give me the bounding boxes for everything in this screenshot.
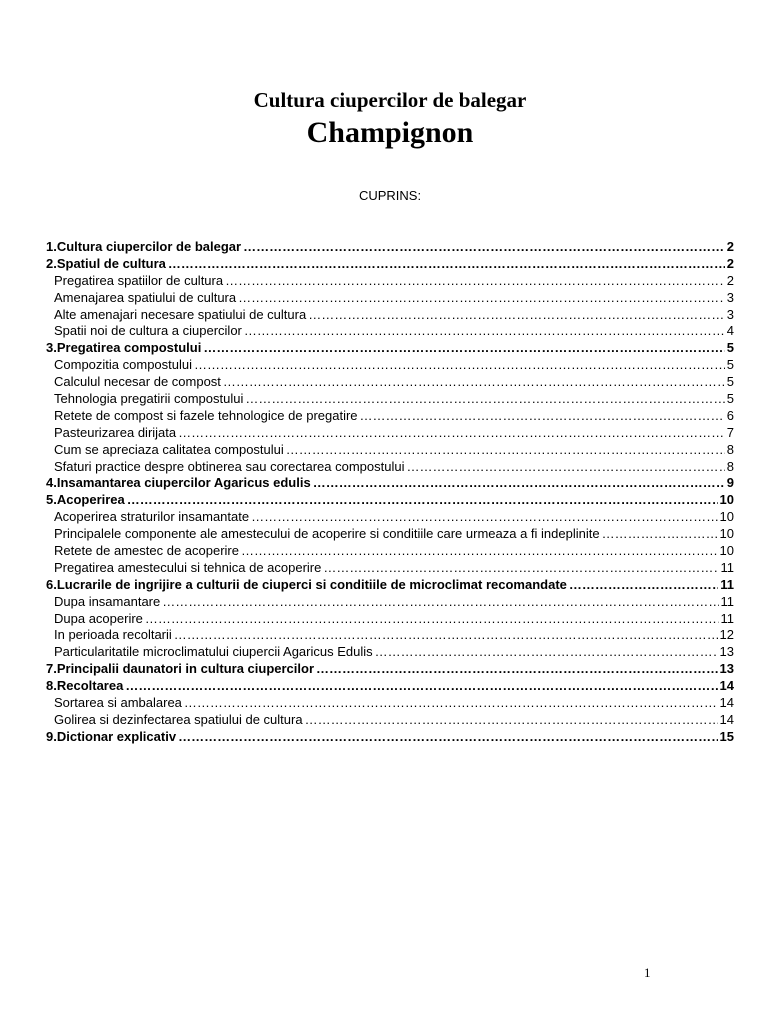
toc-entry-page: 3 (726, 289, 734, 305)
toc-leader-dots (244, 323, 725, 340)
toc-entry-title: 6.Lucrarile de ingrijire a culturii de ciuperci si conditiile de microclimat recomandate (46, 576, 567, 592)
toc-leader-dots (145, 611, 719, 628)
toc-entry-page: 5 (726, 357, 734, 373)
toc-entry-page: 8 (726, 441, 734, 457)
toc-entry-title: 1.Cultura ciupercilor de balegar (46, 239, 242, 254)
toc-leader-dots (223, 374, 725, 391)
toc-entry-page: 5 (726, 391, 734, 407)
toc-entry (46, 239, 734, 256)
toc-entry (46, 425, 734, 442)
toc-leader-dots (308, 307, 725, 324)
toc-entry-title: Tehnologia pregatirii compostului (54, 391, 244, 407)
toc-entry (46, 594, 734, 611)
toc-entry-title: Dupa acoperire (54, 610, 143, 626)
toc-entry-title: 5.Acoperirea (46, 492, 125, 508)
toc-leader-dots (225, 273, 725, 290)
toc-entry (46, 577, 734, 594)
toc-leader-dots (602, 526, 718, 543)
toc-entry (46, 695, 734, 712)
toc-leader-dots (406, 459, 724, 476)
toc-entry-title: Sfaturi practice despre obtinerea sau corectarea compostului (54, 458, 405, 474)
toc-entry (46, 391, 734, 408)
toc-leader-dots (286, 442, 725, 459)
toc-entry-page: 10 (719, 543, 734, 559)
toc-entry (46, 661, 734, 678)
toc-entry (46, 273, 734, 290)
toc-entry-title: Amenajarea spatiului de cultura (54, 289, 237, 305)
toc-entry-page: 11 (720, 559, 734, 575)
toc-entry (46, 256, 734, 273)
table-of-contents (46, 239, 734, 746)
toc-entry (46, 543, 734, 560)
page-number: 1 (644, 965, 651, 980)
toc-entry (46, 712, 734, 729)
toc-entry-page: 6 (726, 407, 734, 423)
document-title: Cultura ciupercilor de balegar (253, 88, 527, 112)
toc-leader-dots (251, 509, 717, 526)
toc-entry-page: 8 (726, 458, 734, 474)
toc-entry-page: 14 (719, 711, 734, 727)
toc-entry-page: 2 (726, 255, 734, 271)
toc-leader-dots (238, 290, 725, 307)
toc-heading: CUPRINS: (358, 188, 422, 203)
toc-entry (46, 307, 734, 324)
toc-entry (46, 459, 734, 476)
toc-leader-dots (127, 492, 718, 509)
toc-entry-page: 4 (726, 323, 734, 339)
toc-entry-title: Compozitia compostului (54, 357, 193, 373)
toc-entry (46, 442, 734, 459)
toc-entry-title: 9.Dictionar explicativ (46, 728, 177, 744)
toc-entry-page: 11 (720, 610, 734, 626)
toc-entry (46, 323, 734, 340)
toc-leader-dots (360, 408, 725, 425)
toc-leader-dots (316, 661, 718, 678)
toc-entry-page: 13 (719, 661, 734, 677)
toc-entry (46, 729, 734, 746)
toc-entry-page: 5 (726, 374, 734, 390)
toc-entry-page: 2 (726, 239, 734, 254)
toc-entry (46, 374, 734, 391)
toc-leader-dots (174, 627, 718, 644)
toc-entry-title: Retete de amestec de acoperire (54, 543, 239, 559)
toc-leader-dots (184, 695, 718, 712)
toc-entry-title: Sortarea si ambalarea (54, 695, 182, 711)
toc-leader-dots (375, 644, 718, 661)
toc-leader-dots (243, 239, 725, 256)
toc-entry-page: 2 (726, 272, 734, 288)
toc-entry-title: Spatii noi de cultura a ciupercilor (54, 323, 242, 339)
toc-entry-page: 11 (720, 593, 734, 609)
toc-entry-page: 10 (719, 492, 734, 508)
toc-entry (46, 678, 734, 695)
toc-entry-title: Pasteurizarea dirijata (54, 424, 177, 440)
toc-entry-page: 10 (719, 509, 734, 525)
toc-leader-dots (313, 475, 725, 492)
toc-entry (46, 340, 734, 357)
toc-entry (46, 290, 734, 307)
toc-leader-dots (241, 543, 718, 560)
toc-entry-page: 15 (719, 728, 734, 744)
toc-entry-title: Calculul necesar de compost (54, 374, 221, 390)
toc-entry-title: Alte amenajari necesare spatiului de cultura (54, 306, 307, 322)
toc-entry (46, 526, 734, 543)
toc-entry-page: 11 (720, 576, 734, 592)
toc-entry-page: 7 (726, 424, 734, 440)
toc-entry (46, 611, 734, 628)
toc-entry-page: 9 (726, 475, 734, 491)
toc-leader-dots (168, 256, 725, 273)
toc-entry-title: Particularitatile microclimatului ciupercii Agaricus Edulis (54, 644, 373, 660)
toc-leader-dots (194, 357, 725, 374)
toc-entry-page: 5 (726, 340, 734, 356)
toc-entry-title: Acoperirea straturilor insamantate (54, 509, 250, 525)
toc-leader-dots (305, 712, 718, 729)
toc-entry-title: Retete de compost si fazele tehnologice de pregatire (54, 407, 358, 423)
toc-entry (46, 492, 734, 509)
toc-entry-title: Golirea si dezinfectarea spatiului de cultura (54, 711, 303, 727)
toc-leader-dots (178, 729, 717, 746)
toc-entry (46, 475, 734, 492)
toc-entry-title: Principalele componente ale amestecului de acoperire si conditiile care urmeaza a fi indeplinite (54, 526, 600, 542)
toc-entry-title: 4.Insamantarea ciupercilor Agaricus edulis (46, 475, 311, 491)
toc-entry-page: 14 (719, 695, 734, 711)
toc-entry-title: 3.Pregatirea compostului (46, 340, 202, 356)
toc-entry-title: 8.Recoltarea (46, 678, 124, 694)
toc-entry-page: 12 (719, 627, 734, 643)
toc-leader-dots (125, 678, 717, 695)
toc-entry (46, 627, 734, 644)
toc-entry-title: 7.Principalii daunatori in cultura ciupercilor (46, 661, 315, 677)
toc-entry-title: Dupa insamantare (54, 593, 161, 609)
toc-entry-title: Cum se apreciaza calitatea compostului (54, 441, 284, 457)
toc-leader-dots (178, 425, 725, 442)
toc-entry-page: 14 (719, 678, 734, 694)
toc-entry-page: 13 (719, 644, 734, 660)
toc-entry-title: In perioada recoltarii (54, 627, 172, 643)
toc-leader-dots (162, 594, 718, 611)
toc-entry (46, 509, 734, 526)
toc-leader-dots (569, 577, 718, 594)
toc-entry (46, 357, 734, 374)
toc-leader-dots (245, 391, 724, 408)
toc-entry-page: 10 (719, 526, 734, 542)
toc-entry (46, 560, 734, 577)
toc-entry-title: 2.Spatiul de cultura (46, 255, 166, 271)
toc-entry (46, 644, 734, 661)
toc-leader-dots (323, 560, 718, 577)
toc-entry (46, 408, 734, 425)
document-subtitle: Champignon (306, 116, 474, 149)
toc-entry-title: Pregatirea spatiilor de cultura (54, 272, 224, 288)
toc-leader-dots (203, 340, 724, 357)
toc-entry-title: Pregatirea amestecului si tehnica de acoperire (54, 559, 322, 575)
toc-entry-page: 3 (726, 306, 734, 322)
